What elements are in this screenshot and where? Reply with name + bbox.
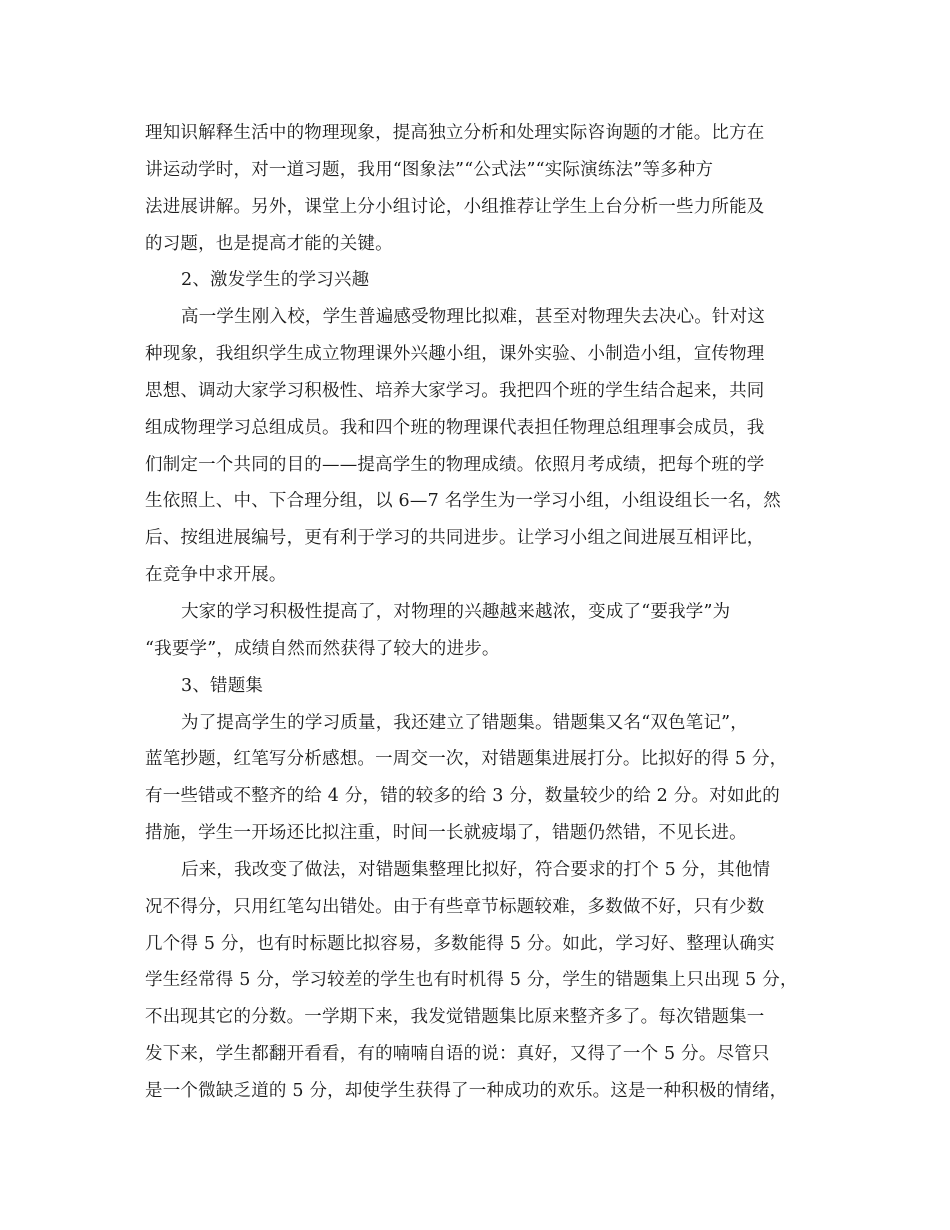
text-line: 理知识解释生活中的物理现象，提高独立分析和处理实际咨询题的才能。比方在 — [145, 123, 765, 143]
paragraph-start-line: 高一学生刚入校，学生普遍感受物理比拟难，甚至对物理失去决心。针对这 — [181, 307, 766, 328]
text-line: 们制定一个共同的目的——提高学生的物理成绩。依照月考成绩，把每个班的学 — [145, 454, 765, 475]
text-line: “我要学”，成绩自然而然获得了较大的进步。 — [145, 638, 500, 659]
text-line: 生依照上、中、下合理分组，以 6—7 名学生为一学习小组，小组设组长一名，然 — [145, 491, 781, 512]
paragraph-start-line: 为了提高学生的学习质量，我还建立了错题集。错题集又名“双色笔记”， — [181, 712, 748, 733]
text-line: 是一个微缺乏道的 5 分，却使学生获得了一种成功的欢乐。这是一种积极的情绪， — [145, 1080, 788, 1101]
text-line: 组成物理学习总组成员。我和四个班的物理课代表担任物理总组理事会成员，我 — [145, 417, 765, 438]
text-line: 况不得分，只用红笔勾出错处。由于有些章节标题较难，多数做不好，只有少数 — [145, 896, 765, 917]
text-line: 讲运动学时，对一道习题，我用“图象法”“公式法”“实际演练法”等多种方 — [145, 159, 714, 180]
paragraph-start-line: 后来，我改变了做法，对错题集整理比拟好，符合要求的打个 5 分，其他情 — [181, 859, 771, 880]
text-line: 蓝笔抄题，红笔写分析感想。一周交一次，对错题集进展打分。比拟好的得 5 分， — [145, 749, 788, 770]
text-line: 法进展讲解。另外，课堂上分小组讨论，小组推荐让学生上台分析一些力所能及 — [145, 196, 765, 217]
text-line: 在竞争中求开展。 — [145, 565, 287, 586]
text-line: 思想、调动大家学习积极性、培养大家学习。我把四个班的学生结合起来，共同 — [145, 380, 765, 401]
paragraph-start-line: 大家的学习积极性提高了，对物理的兴趣越来越浓，变成了“要我学”为 — [181, 601, 731, 622]
text-line: 种现象，我组织学生成立物理课外兴趣小组，课外实验、小制造小组，宣传物理 — [145, 344, 765, 365]
text-line: 学生经常得 5 分，学习较差的学生也有时机得 5 分，学生的错题集上只出现 5 分， — [145, 970, 798, 991]
paragraph-start-line: 3、错题集 — [181, 675, 264, 696]
text-line: 的习题，也是提高才能的关键。 — [145, 233, 393, 254]
text-line: 措施，学生一开场还比拟注重，时间一长就疲塌了，错题仍然错，不见长进。 — [145, 823, 747, 844]
text-line: 发下来，学生都翻开看看，有的喃喃自语的说：真好，又得了一个 5 分。尽管只 — [145, 1044, 770, 1065]
text-line: 不出现其它的分数。一学期下来，我发觉错题集比原来整齐多了。每次错题集一 — [145, 1007, 765, 1028]
paragraph-start-line: 2、激发学生的学习兴趣 — [181, 270, 370, 291]
text-line: 后、按组进展编号，更有利于学习的共同进步。让学习小组之间进展互相评比， — [145, 528, 765, 549]
text-line: 有一些错或不整齐的给 4 分，错的较多的给 3 分，数量较少的给 2 分。对如此的 — [145, 786, 780, 807]
text-line: 几个得 5 分，也有时标题比拟容易，多数能得 5 分。如此，学习好、整理认确实 — [145, 933, 775, 954]
document-body — [145, 115, 807, 1110]
